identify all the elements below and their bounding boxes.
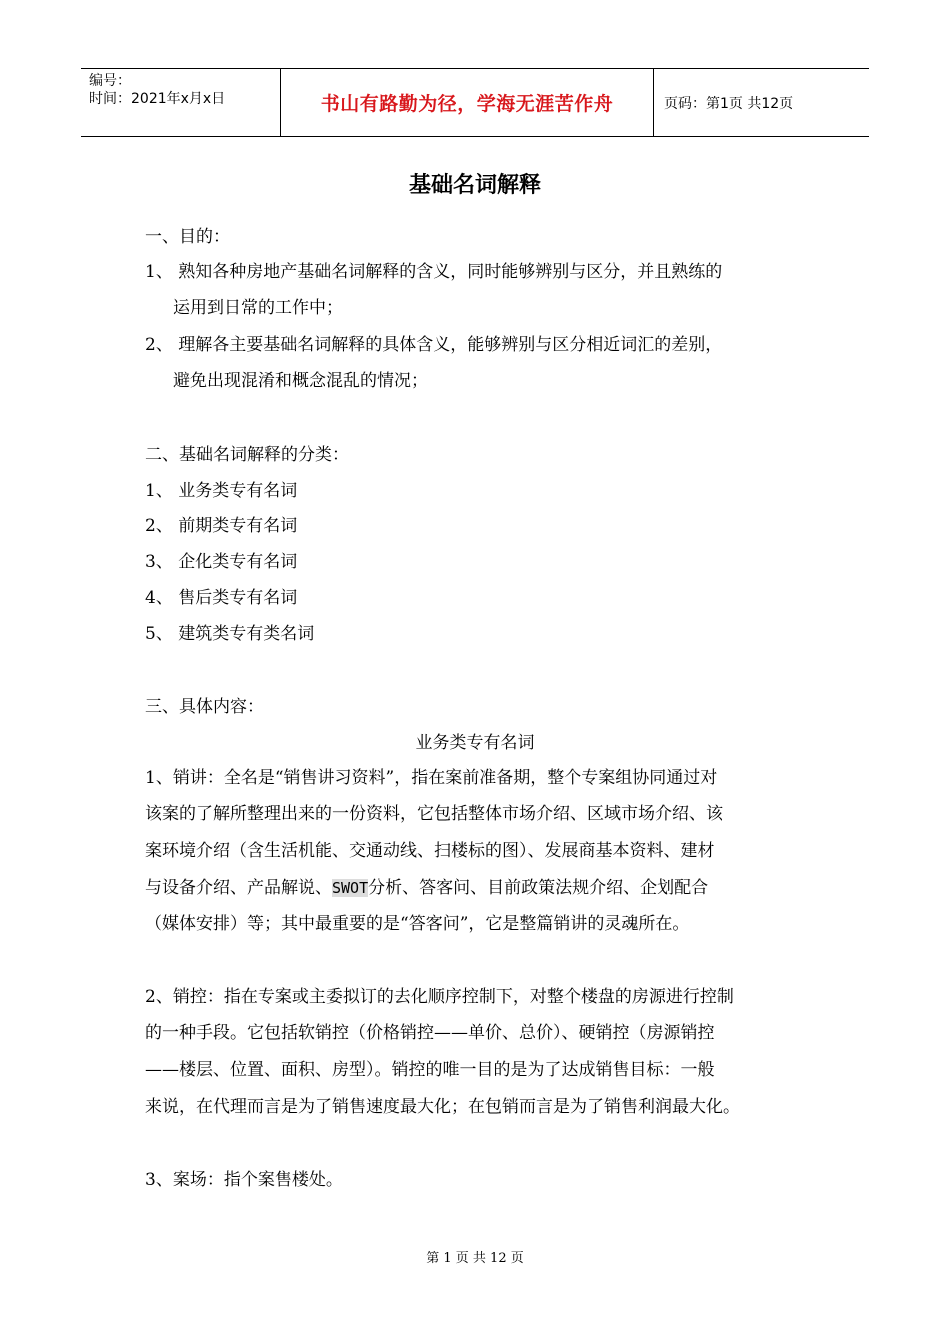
paragraph-line: 该案的了解所整理出来的一份资料，它包括整体市场介绍、区域市场介绍、该 <box>145 804 723 824</box>
header-meta <box>81 69 281 136</box>
list-item: 3、 企化类专有名词 <box>145 552 298 572</box>
paragraph-line: ——楼层、位置、面积、房型）。销控的唯一目的是为了达成销售目标：一般 <box>145 1060 715 1080</box>
purpose-item-1-cont: 运用到日常的工作中； <box>173 298 343 318</box>
paragraph-line <box>145 876 708 900</box>
purpose-item-2-cont: 避免出现混淆和概念混乱的情况； <box>173 371 428 391</box>
paragraph-line: 案环境介绍（含生活机能、交通动线、扫楼标的图）、发展商基本资料、建材 <box>145 841 715 861</box>
paragraph-line: （媒体安排）等；其中最重要的是“答客问”，它是整篇销讲的灵魂所在。 <box>145 914 690 934</box>
content-heading: 三、具体内容： <box>145 697 264 717</box>
header-table <box>81 68 869 137</box>
purpose-heading: 一、目的： <box>145 227 230 247</box>
number-label: 编号： <box>89 73 131 89</box>
paragraph-line: 来说，在代理而言是为了销售速度最大化；在包销而言是为了销售利润最大化。 <box>145 1097 740 1117</box>
list-item: 5、 建筑类专有类名词 <box>145 624 315 644</box>
paragraph-line: 1、销讲：全名是“销售讲习资料”，指在案前准备期，整个专案组协同通过对 <box>145 768 718 788</box>
classification-heading: 二、基础名词解释的分类： <box>145 445 349 465</box>
page-title: 基础名词解释 <box>408 173 541 198</box>
subheading: 业务类专有名词 <box>415 733 535 753</box>
highlighted-term: SWOT <box>332 879 369 897</box>
time-label: 时间：2021年x月x日 <box>89 91 226 107</box>
purpose-item-1: 1、 熟知各种房地产基础名词解释的含义，同时能够辨别与区分，并且熟练的 <box>145 262 723 282</box>
header-page-info: 页码：第1页 共12页 <box>664 95 794 112</box>
list-item: 1、 业务类专有名词 <box>145 481 298 501</box>
list-item: 4、 售后类专有名词 <box>145 588 298 608</box>
page-footer: 第 1 页 共 12 页 <box>426 1251 524 1266</box>
header-motto: 书山有路勤为径，学海无涯苦作舟 <box>281 69 654 136</box>
paragraph-line: 2、销控：指在专案或主委拟订的去化顺序控制下，对整个楼盘的房源进行控制 <box>145 987 734 1007</box>
text-segment: 与设备介绍、产品解说、 <box>145 878 332 898</box>
purpose-item-2: 2、 理解各主要基础名词解释的具体含义，能够辨别与区分相近词汇的差别， <box>145 335 723 355</box>
paragraph-line: 的一种手段。它包括软销控（价格销控——单价、总价）、硬销控（房源销控 <box>145 1023 715 1043</box>
list-item: 2、 前期类专有名词 <box>145 516 298 536</box>
paragraph-line: 3、案场：指个案售楼处。 <box>145 1170 343 1190</box>
text-segment: 分析、答客问、目前政策法规介绍、企划配合 <box>368 878 709 898</box>
